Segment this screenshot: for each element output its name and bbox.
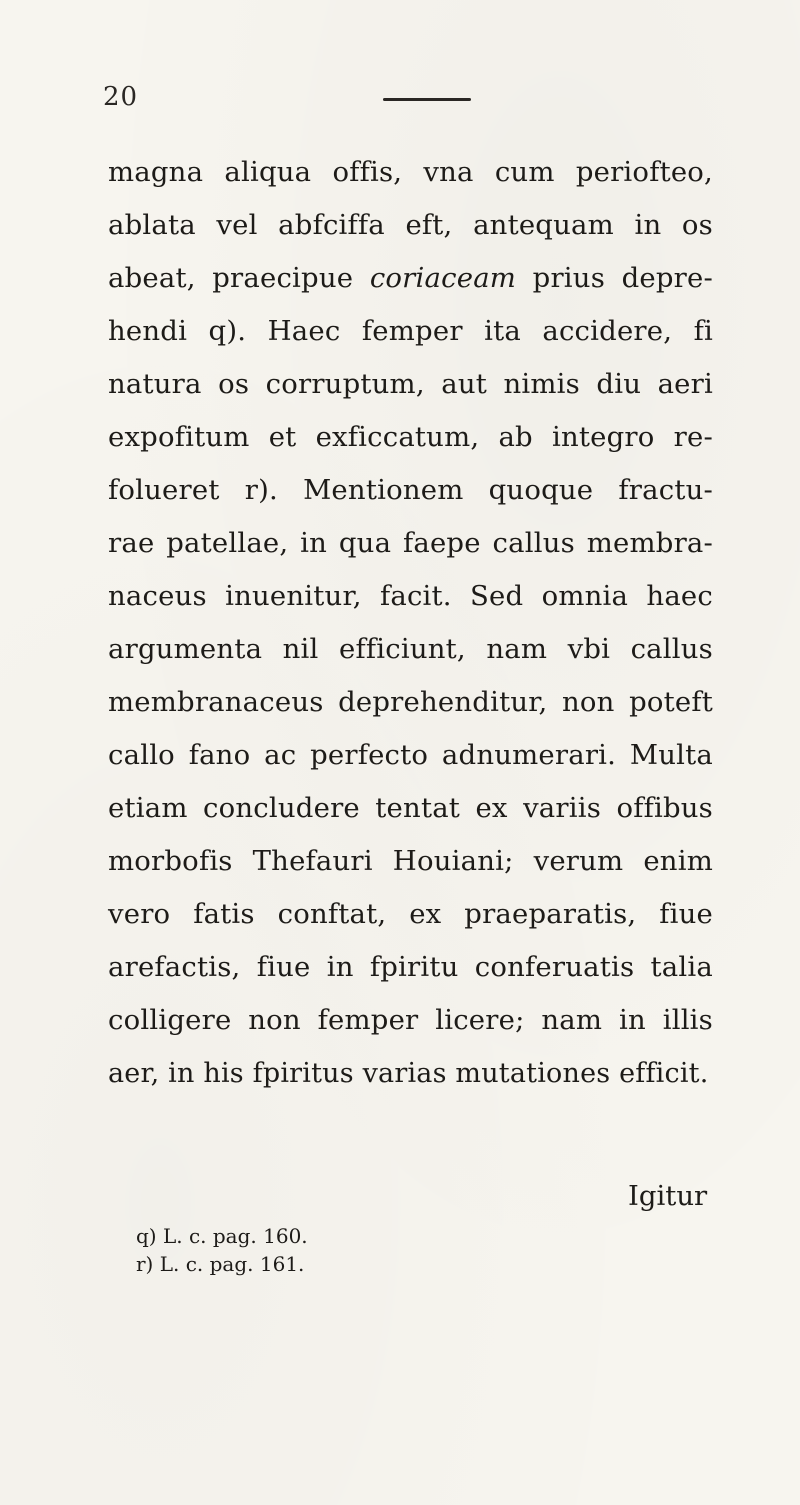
text-line: vero fatis conftat, ex praeparatis, fiue — [108, 898, 713, 930]
text-line: folueret r). Mentionem quoque fractu- — [108, 474, 713, 506]
footnote: r) L. c. pag. 161. — [136, 1252, 305, 1276]
text-line: naceus inuenitur, facit. Sed omnia haec — [108, 580, 713, 612]
text-line: argumenta nil efficiunt, nam vbi callus — [108, 633, 713, 665]
text-line: etiam concludere tentat ex variis offibus — [108, 792, 713, 824]
italic-term: coriaceam — [369, 262, 517, 294]
text-span: abeat, praecipue — [108, 262, 370, 294]
text-span: prius depre- — [516, 262, 713, 294]
text-line: arefactis, fiue in fpiritu conferuatis talia — [108, 951, 713, 983]
text-line: ablata vel abfciffa eft, antequam in os — [108, 209, 713, 241]
text-line: morbofis Thefauri Houiani; verum enim — [108, 845, 713, 877]
text-line: magna aliqua offis, vna cum periofteo, — [108, 156, 713, 188]
header-rule — [383, 98, 471, 101]
text-line: aer, in his fpiritus varias mutationes efficit. — [108, 1058, 709, 1089]
body-text — [108, 146, 713, 1100]
footnote: q) L. c. pag. 160. — [136, 1224, 308, 1248]
text-line: membranaceus deprehenditur, non poteft — [108, 686, 713, 718]
catchword: Igitur — [628, 1180, 708, 1212]
page-number: 20 — [103, 82, 139, 112]
text-line: colligere non femper licere; nam in illis — [108, 1004, 713, 1036]
text-line — [108, 252, 713, 305]
text-line: callo fano ac perfecto adnumerari. Multa — [108, 739, 713, 771]
text-line: expofitum et exficcatum, ab integro re- — [108, 421, 713, 453]
text-line: natura os corruptum, aut nimis diu aeri — [108, 368, 713, 400]
text-line: hendi q). Haec femper ita accidere, fi — [108, 315, 713, 347]
text-line: rae patellae, in qua faepe callus membra- — [108, 527, 713, 559]
footnotes — [136, 1222, 308, 1278]
